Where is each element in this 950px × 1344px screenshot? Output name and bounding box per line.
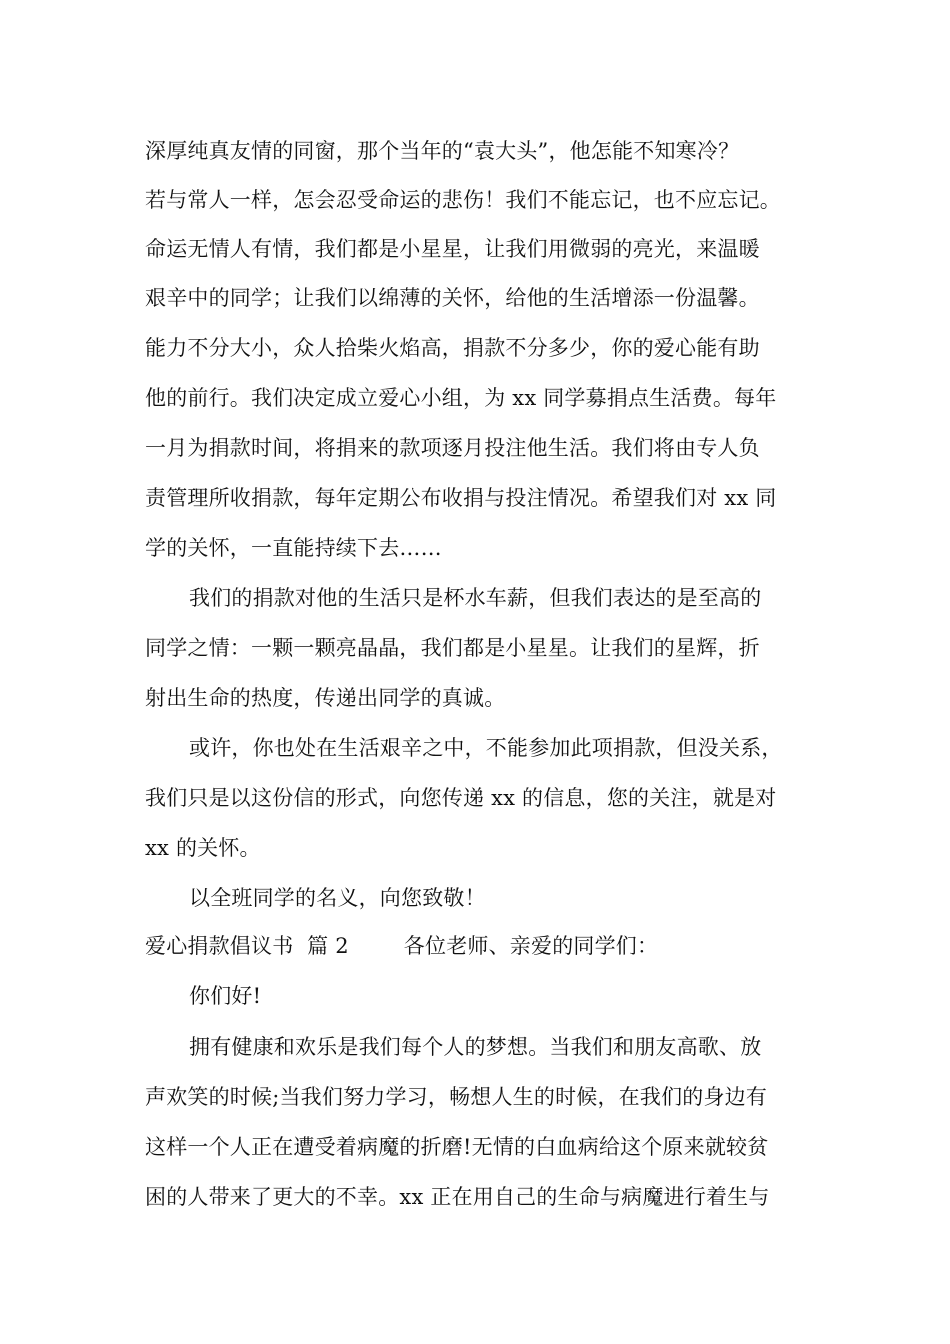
text-line: 困的人带来了更大的不幸。xx 正在用自己的生命与病魔进行着生与 <box>145 1185 770 1209</box>
text-line: 他的前行。我们决定成立爱心小组，为 xx 同学募捐点生活费。每年 <box>145 386 777 410</box>
text-line: 命运无情人有情，我们都是小星星，让我们用微弱的亮光，来温暖 <box>145 237 760 261</box>
text-line: 一月为捐款时间，将捐来的款项逐月投注他生活。我们将由专人负 <box>145 436 760 460</box>
text-line: 能力不分大小，众人拾柴火焰高，捐款不分多少，你的爱心能有助 <box>145 336 760 360</box>
text-line: 这样一个人正在遭受着病魔的折磨!无情的白血病给这个原来就较贫 <box>145 1135 769 1159</box>
greeting-line: 你们好! <box>189 984 262 1008</box>
text-line: 深厚纯真友情的同窗，那个当年的“袁大头”，他怎能不知寒冷？ <box>145 139 740 163</box>
paragraph-first-line: 我们的捐款对他的生活只是杯水车薪，但我们表达的是至高的 <box>189 586 762 610</box>
text-line: 若与常人一样，怎会忍受命运的悲伤！我们不能忘记，也不应忘记。 <box>145 188 781 212</box>
paragraph-first-line: 拥有健康和欢乐是我们每个人的梦想。当我们和朋友高歌、放 <box>189 1035 762 1059</box>
text-line: 声欢笑的时候;当我们努力学习，畅想人生的时候，在我们的身边有 <box>145 1085 768 1109</box>
section-heading: 爱心捐款倡议书 篇 2 各位老师、亲爱的同学们： <box>145 934 659 958</box>
text-line: 艰辛中的同学；让我们以绵薄的关怀，给他的生活增添一份温馨。 <box>145 286 760 310</box>
paragraph-first-line: 或许，你也处在生活艰辛之中，不能参加此项捐款，但没关系， <box>189 736 783 760</box>
text-line: 射出生命的热度，传递出同学的真诚。 <box>145 686 506 710</box>
text-line: 责管理所收捐款，每年定期公布收捐与投注情况。希望我们对 xx 同 <box>145 486 777 510</box>
closing-line: 以全班同学的名义，向您致敬！ <box>189 886 486 910</box>
text-line: xx 的关怀。 <box>145 836 261 860</box>
text-line: 学的关怀，一直能持续下去…… <box>145 536 442 560</box>
text-line: 我们只是以这份信的形式，向您传递 xx 的信息，您的关注，就是对 <box>145 786 777 810</box>
text-line: 同学之情：一颗一颗亮晶晶，我们都是小星星。让我们的星辉，折 <box>145 636 760 660</box>
